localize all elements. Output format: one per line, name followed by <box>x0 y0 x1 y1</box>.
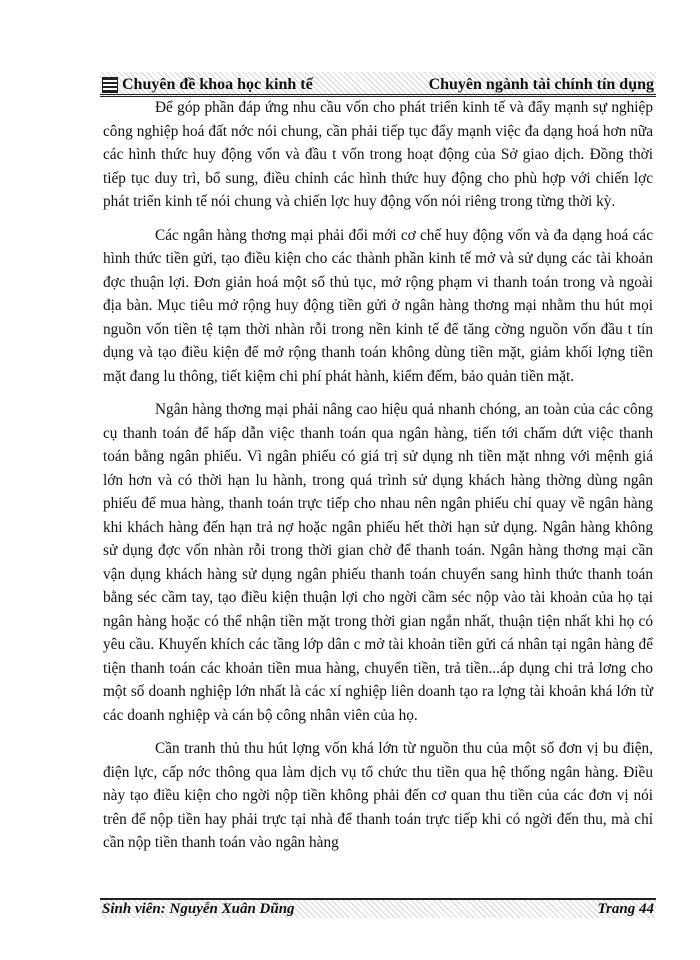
document-body <box>103 96 653 865</box>
header-left <box>100 76 313 94</box>
footer-student-name: Sinh viên: Nguyễn Xuân Dũng <box>102 901 295 917</box>
paragraph: Ngân hàng thơng mại phải nâng cao hiệu quả nhanh chóng, an toàn của các công cụ thanh toán để hấp dẫn việc thanh toán qua ngân hàng, tiến tới chấm dứt việc thanh toán bằng ngân phiếu. Vì ngân phiếu có giá trị sử dụng nh tiền mặt nhng với mệnh giá lớn hơn và có thời hạn lu hành, trong quá trình sử dụng khách hàng thờng dùng ngân phiếu để mua hàng, thanh toán trực tiếp cho nhau nên ngân phiếu chỉ quay về ngân hàng khi khách hàng đến hạn trả nợ hoặc ngân phiếu hết thời hạn sử dụng. Ngân hàng không sử dụng đợc vốn nhàn rỗi trong thời gian chờ để thanh toán. Ngân hàng thơng mại cần vận dụng khách hàng sử dụng ngân phiếu thanh toán chuyển sang hình thức thanh toán bằng séc cầm tay, tạo điều kiện thuận lợi cho ngời cầm séc nộp vào tài khoản của họ tại ngân hàng hoặc có thể nhận tiền mặt trong thời gian ngắn nhất, thuận tiện nhất khi họ có yêu cầu. Khuyến khích các tầng lớp dân c mở tài khoản tiền gửi cá nhân tại ngân hàng để tiện thanh toán các khoản tiền mua hàng, chuyển tiền, trả tiền...áp dụng chi trả lơng cho một số doanh nghiệp lớn nhất là các xí nghiệp liên doanh tạo ra lợng tài khoản khá lớn từ các doanh nghiệp và cán bộ công nhân viên của họ. <box>103 401 653 724</box>
paragraph: Cần tranh thủ thu hút lợng vốn khá lớn từ nguồn thu của một số đơn vị bu điện, điện lực, cấp nớc thông qua làm dịch vụ tổ chức thu tiền qua hệ thống ngân hàng. Điều này tạo điều kiện cho ngời nộp tiền không phải đến cơ quan thu tiền của các đơn vị nói trên để nộp tiền hay phải trực tại nhà để thanh toán trực tiếp khi có ngời đến thu, mà chỉ cần nộp tiền thanh toán vào ngân hàng <box>103 740 653 851</box>
page-footer <box>100 898 656 918</box>
header-title-left: Chuyên đề khoa học kinh tế <box>122 76 313 93</box>
book-logo-icon <box>102 77 118 93</box>
header-title-right: Chuyên ngành tài chính tín dụng <box>428 76 654 93</box>
footer-page-number: Trang 44 <box>597 901 654 917</box>
paragraph: Các ngân hàng thơng mại phải đổi mới cơ chế huy động vốn và đa dạng hoá các hình thức tiền gửi, tạo điều kiện cho các thành phần kinh tế mở và sử dụng các tài khoản đợc thuận lợi. Đơn giản hoá một số thủ tục, mở rộng phạm vi thanh toán trong và ngoài địa bàn. Mục tiêu mở rộng huy động tiền gửi ở ngân hàng thơng mại nhằm thu hút mọi nguồn vốn tiền tệ tạm thời nhàn rỗi trong nền kinh tế để tăng cờng nguồn vốn đầu t tín dụng và tạo điều kiện để mở rộng thanh toán không dùng tiền mặt, giảm khối lợng tiền mặt đang lu thông, tiết kiệm chi phí phát hành, kiểm đếm, bảo quản tiền mặt. <box>103 226 653 385</box>
paragraph: Để góp phần đáp ứng nhu cầu vốn cho phát triển kinh tế và đẩy mạnh sự nghiệp công nghiệp hoá đất nớc nói chung, cần phải tiếp tục đẩy mạnh việc đa dạng hoá hơn nữa các hình thức huy động vốn và đầu t vốn trong hoạt động của Sở giao dịch. Đồng thời tiếp tục duy trì, bổ sung, điều chỉnh các hình thức huy động cho phù hợp với chiến lợc phát triển kinh tế nói chung và chiến lợc huy động vốn nói riêng trong từng thời kỳ. <box>103 99 653 210</box>
page-header <box>100 72 656 97</box>
